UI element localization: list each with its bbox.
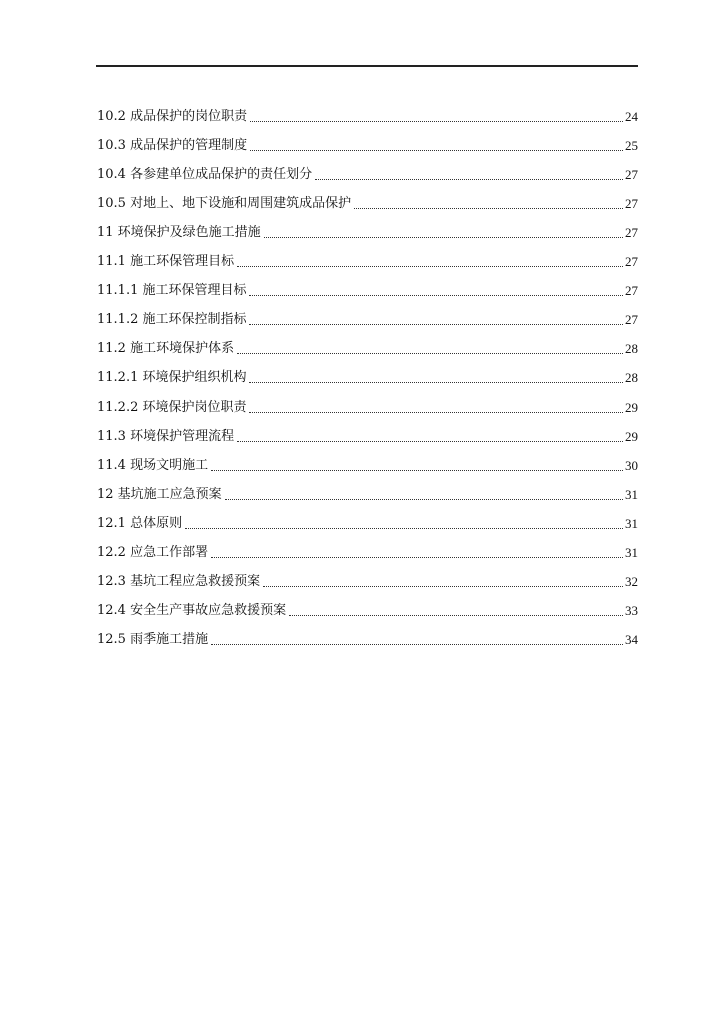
toc-entry[interactable]: [97, 590, 638, 619]
toc-entry-page: 33: [625, 602, 638, 618]
toc-entry[interactable]: [97, 357, 638, 386]
toc-entry-page: 25: [625, 138, 638, 154]
toc-entry-title: 11.1.2 施工环保控制指标: [97, 312, 247, 328]
toc-dot-leader: [249, 382, 623, 383]
toc-dot-leader: [249, 324, 623, 325]
toc-entry-title: 11.4 现场文明施工: [97, 457, 209, 473]
toc-entry-page: 27: [625, 283, 638, 299]
toc-entry-page: 32: [625, 573, 638, 589]
toc-dot-leader: [185, 528, 623, 529]
toc-dot-leader: [289, 615, 623, 616]
toc-entry-title: 11.2.2 环境保护岗位职责: [97, 399, 247, 415]
toc-entry[interactable]: [97, 125, 638, 154]
toc-entry-page: 28: [625, 341, 638, 357]
toc-entry[interactable]: [97, 416, 638, 445]
toc-entry-page: 28: [625, 370, 638, 386]
toc-entry-page: 29: [625, 399, 638, 415]
toc-entry-title: 12.2 应急工作部署: [97, 544, 209, 560]
toc-dot-leader: [315, 179, 623, 180]
toc-dot-leader: [225, 499, 623, 500]
toc-entry-page: 31: [625, 486, 638, 502]
toc-entry-page: 29: [625, 428, 638, 444]
toc-dot-leader: [250, 150, 623, 151]
toc-entry[interactable]: [97, 154, 638, 183]
header-rule: [96, 65, 638, 67]
toc-entry-title: 11.2.1 环境保护组织机构: [97, 370, 247, 386]
toc-entry-title: 12.5 雨季施工措施: [97, 631, 209, 647]
toc-entry[interactable]: [97, 328, 638, 357]
toc-entry-page: 34: [625, 631, 638, 647]
toc-entry[interactable]: [97, 183, 638, 212]
toc-entry-title: 12.4 安全生产事故应急救援预案: [97, 602, 287, 618]
toc-entry-title: 12.1 总体原则: [97, 515, 183, 531]
toc-entry[interactable]: [97, 445, 638, 474]
toc-entry[interactable]: [97, 474, 638, 503]
toc-entry[interactable]: [97, 299, 638, 328]
toc-entry-title: 11.1.1 施工环保管理目标: [97, 283, 247, 299]
toc-entry[interactable]: [97, 386, 638, 415]
toc-entry-title: 12.3 基坑工程应急救援预案: [97, 573, 261, 589]
toc-entry[interactable]: [97, 532, 638, 561]
toc-entry[interactable]: [97, 503, 638, 532]
toc-dot-leader: [263, 586, 623, 587]
toc-entry-title: 10.5 对地上、地下设施和周围建筑成品保护: [97, 196, 352, 212]
toc-entry-page: 27: [625, 196, 638, 212]
toc-entry[interactable]: [97, 619, 638, 648]
toc-entry-title: 10.4 各参建单位成品保护的责任划分: [97, 167, 313, 183]
toc-dot-leader: [354, 208, 623, 209]
toc-dot-leader: [237, 441, 623, 442]
toc-entry-page: 31: [625, 515, 638, 531]
toc-entry-page: 27: [625, 254, 638, 270]
toc-entry-title: 11.3 环境保护管理流程: [97, 428, 235, 444]
toc-dot-leader: [249, 295, 623, 296]
toc-entry[interactable]: [97, 561, 638, 590]
toc-entry[interactable]: [97, 96, 638, 125]
table-of-contents: [97, 96, 638, 648]
toc-entry-title: 11.1 施工环保管理目标: [97, 254, 235, 270]
toc-entry-page: 31: [625, 544, 638, 560]
toc-dot-leader: [250, 121, 623, 122]
toc-entry-page: 30: [625, 457, 638, 473]
toc-dot-leader: [249, 412, 623, 413]
toc-entry-title: 10.2 成品保护的岗位职责: [97, 109, 248, 125]
toc-entry-page: 24: [625, 109, 638, 125]
toc-dot-leader: [237, 266, 623, 267]
toc-entry-page: 27: [625, 225, 638, 241]
toc-entry[interactable]: [97, 270, 638, 299]
toc-entry-title: 11.2 施工环境保护体系: [97, 341, 235, 357]
toc-entry[interactable]: [97, 241, 638, 270]
toc-dot-leader: [211, 470, 623, 471]
toc-entry-page: 27: [625, 167, 638, 183]
toc-dot-leader: [211, 557, 623, 558]
toc-entry[interactable]: [97, 212, 638, 241]
toc-entry-title: 10.3 成品保护的管理制度: [97, 138, 248, 154]
toc-entry-title: 11 环境保护及绿色施工措施: [97, 225, 261, 241]
toc-dot-leader: [264, 237, 623, 238]
toc-dot-leader: [211, 644, 623, 645]
toc-entry-title: 12 基坑施工应急预案: [97, 486, 222, 502]
toc-dot-leader: [237, 353, 623, 354]
toc-entry-page: 27: [625, 312, 638, 328]
